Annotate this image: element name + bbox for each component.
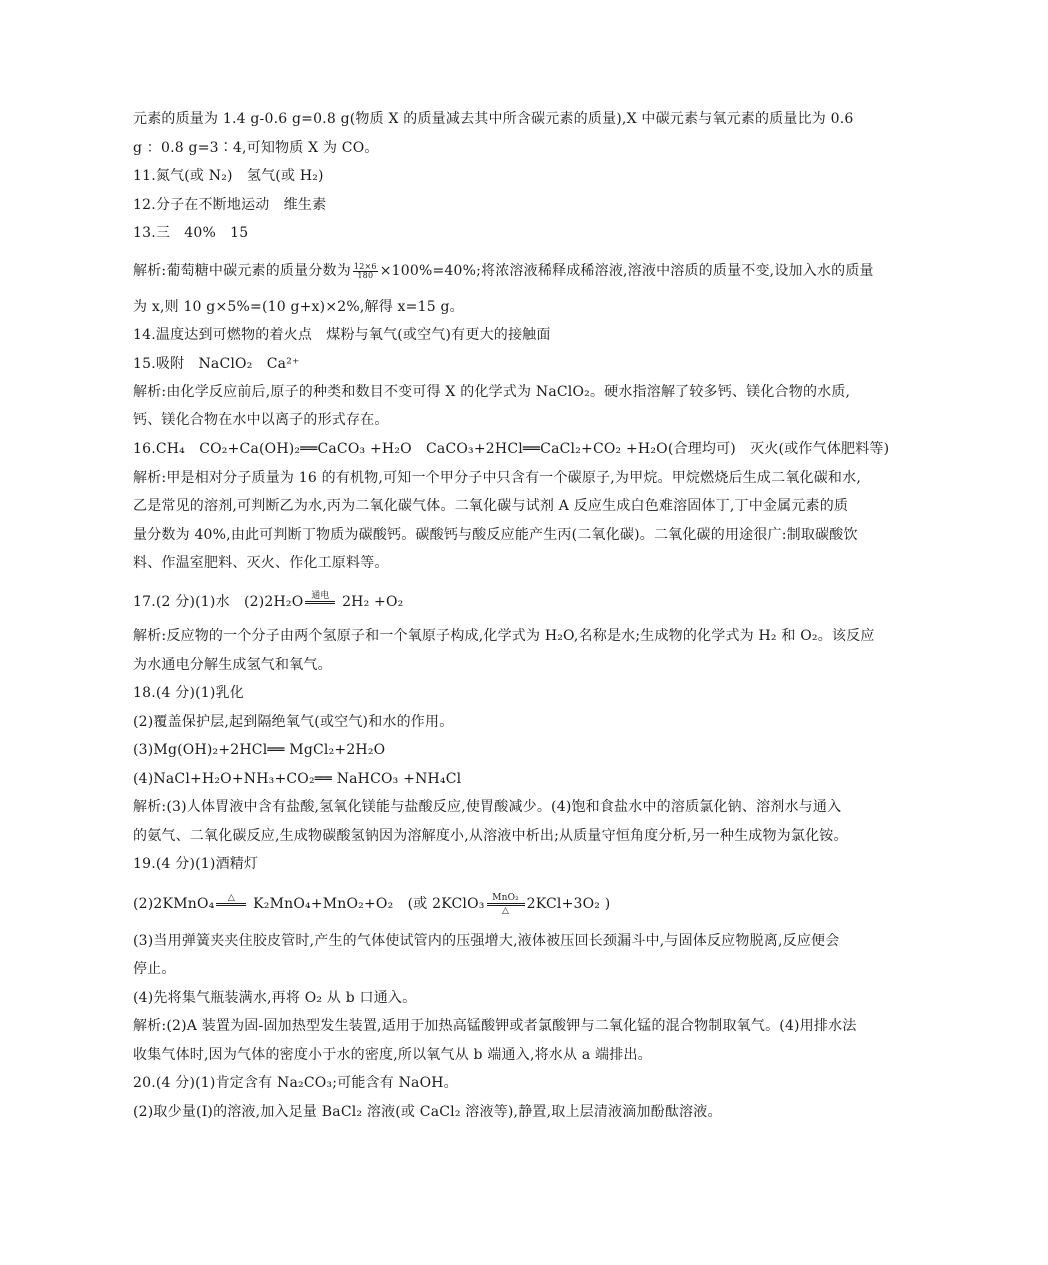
text-line: 为 x,则 10 g×5%=(10 g+x)×2%,解得 x=15 g。 xyxy=(133,299,464,315)
text-segment: 2KCl+3O₂ ) xyxy=(526,896,611,912)
fraction xyxy=(353,263,378,280)
text-line: 的氨气、二氧化碳反应,生成物碳酸氢钠因为溶解度小,从溶液中析出;从质量守恒角度分析,另一种生成物为氯化铵。 xyxy=(133,828,848,844)
text-line-with-equation xyxy=(133,588,403,616)
text-line: 19.(4 分)(1)酒精灯 xyxy=(133,856,259,872)
text-segment: ×100%=40%;将浓溶液稀释成稀溶液,溶液中溶质的质量不变,设加入水的质量 xyxy=(379,263,874,279)
reaction-condition: △ xyxy=(502,905,510,916)
text-segment: 2H₂ +O₂ xyxy=(337,594,404,610)
text-line: 13.三 40% 15 xyxy=(133,225,249,241)
reaction-condition: MnO₂ xyxy=(492,892,519,903)
text-line: 收集气体时,因为气体的密度小于水的密度,所以氧气从 b 端通入,将水从 a 端排出。 xyxy=(133,1047,652,1063)
text-line: 解析:反应物的一个分子由两个氢原子和一个氧原子构成,化学式为 H₂O,名称是水;生成物的化学式为 H₂ 和 O₂。该反应 xyxy=(133,628,875,644)
text-line: 料、作温室肥料、灭火、作化工原料等。 xyxy=(133,555,389,571)
text-line: 18.(4 分)(1)乳化 xyxy=(133,685,244,701)
text-line: 为水通电分解生成氢气和氧气。 xyxy=(133,657,332,673)
reaction-condition: 通电 xyxy=(311,590,330,601)
text-line: 16.CH₄ CO₂+Ca(OH)₂══CaCO₃ +H₂O CaCO₃+2HCl══CaCl₂+CO₂ +H₂O(合理均可) 灭火(或作气体肥料等) xyxy=(133,441,890,457)
text-line: 钙、镁化合物在水中以离子的形式存在。 xyxy=(133,412,389,428)
text-line: (4)先将集气瓶装满水,再将 O₂ 从 b 口通入。 xyxy=(133,990,417,1006)
text-segment: (2)2KMnO₄ xyxy=(133,896,215,912)
text-line: 量分数为 40%,由此可判断丁物质为碳酸钙。碳酸钙与酸反应能产生丙(二氧化碳)。二氧化碳的用途很广:制取碳酸饮 xyxy=(133,527,858,543)
text-line: (3)当用弹簧夹夹住胶皮管时,产生的气体使试管内的压强增大,液体被压回长颈漏斗中,与固体反应物脱离,反应便会 xyxy=(133,933,840,949)
fraction-denominator: 180 xyxy=(357,270,374,280)
text-line: 解析:(3)人体胃液中含有盐酸,氢氧化镁能与盐酸反应,使胃酸减少。(4)饱和食盐水中的溶质氯化钠、溶剂水与通入 xyxy=(133,799,842,815)
reaction-arrow xyxy=(216,893,246,916)
fraction-numerator: 12×6 xyxy=(353,261,377,271)
reaction-arrow xyxy=(487,893,525,916)
text-segment: K₂MnO₄+MnO₂+O₂ (或 2KClO₃ xyxy=(248,896,485,912)
text-line: (2)取少量(Ⅰ)的溶液,加入足量 BaCl₂ 溶液(或 CaCl₂ 溶液等),静置,取上层清液滴加酚酞溶液。 xyxy=(133,1104,722,1120)
reaction-arrow xyxy=(305,591,335,614)
text-line: 解析:由化学反应前后,原子的种类和数目不变可得 X 的化学式为 NaClO₂。硬水指溶解了较多钙、镁化合物的水质, xyxy=(133,384,851,400)
text-line: 12.分子在不断地运动 维生素 xyxy=(133,197,327,213)
text-line: (3)Mg(OH)₂+2HCl══ MgCl₂+2H₂O xyxy=(133,742,386,758)
text-line: (2)覆盖保护层,起到隔绝氧气(或空气)和水的作用。 xyxy=(133,714,454,730)
text-line-with-fraction xyxy=(133,261,874,281)
text-line-with-equation xyxy=(133,889,610,919)
text-line: 停止。 xyxy=(133,961,176,977)
text-line: 20.(4 分)(1)肯定含有 Na₂CO₃;可能含有 NaOH。 xyxy=(133,1075,458,1091)
text-segment: 解析:葡萄糖中碳元素的质量分数为 xyxy=(133,263,351,279)
text-line: 11.氮气(或 N₂) 氢气(或 H₂) xyxy=(133,168,324,184)
text-line: 乙是常见的溶剂,可判断乙为水,丙为二氧化碳气体。二氧化碳与试剂 A 反应生成白色难溶固体丁,丁中金属元素的质 xyxy=(133,498,849,514)
text-segment: 17.(2 分)(1)水 (2)2H₂O xyxy=(133,594,304,610)
text-line: 14.温度达到可燃物的着火点 煤粉与氧气(或空气)有更大的接触面 xyxy=(133,327,551,343)
text-line: 元素的质量为 1.4 g-0.6 g=0.8 g(物质 X 的质量减去其中所含碳元素的质量),X 中碳元素与氧元素的质量比为 0.6 xyxy=(133,111,854,127)
text-line: 解析:甲是相对分子质量为 16 的有机物,可知一个甲分子中只含有一个碳原子,为甲烷。甲烷燃烧后生成二氧化碳和水, xyxy=(133,470,861,486)
text-line: g ：0.8 g=3∶4,可知物质 X 为 CO。 xyxy=(133,140,379,156)
text-line: (4)NaCl+H₂O+NH₃+CO₂══ NaHCO₃ +NH₄Cl xyxy=(133,771,462,787)
text-line: 解析:(2)A 装置为固-固加热型发生装置,适用于加热高锰酸钾或者氯酸钾与二氧化锰的混合物制取氧气。(4)用排水法 xyxy=(133,1018,857,1034)
text-line: 15.吸附 NaClO₂ Ca²⁺ xyxy=(133,356,300,372)
reaction-condition: △ xyxy=(227,892,236,903)
